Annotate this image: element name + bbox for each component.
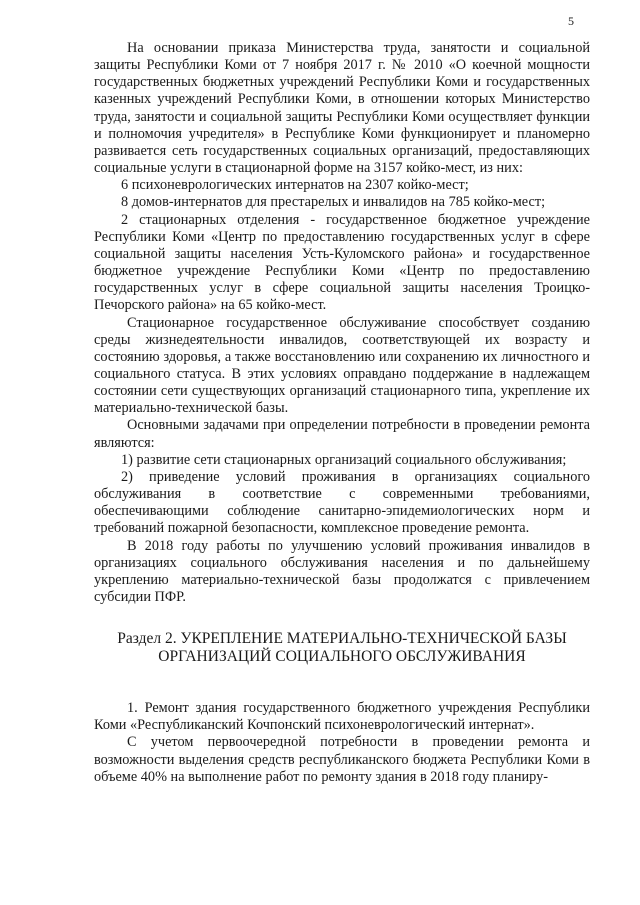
paragraph-main-tasks: Основными задачами при определении потребности в проведении ремонта являются: — [94, 417, 590, 451]
list-item-psycho-internats: 6 психоневрологических интернатов на 2307 койко-мест; — [121, 177, 469, 194]
task-item-1: 1) развитие сети стационарных организаций социального обслуживания; — [121, 451, 567, 468]
list-item-homes-elderly: 8 домов-интернатов для престарелых и инвалидов на 785 койко-мест; — [121, 194, 546, 211]
section-heading-line-1: Раздел 2. УКРЕПЛЕНИЕ МАТЕРИАЛЬНО-ТЕХНИЧЕСКОЙ БАЗЫ — [117, 630, 567, 648]
paragraph-repair-item-1: 1. Ремонт здания государственного бюджетного учреждения Республики Коми «Республиканский Кочпонский психоневрологический интернат». — [94, 700, 590, 734]
paragraph-repair-funding: С учетом первоочередной потребности в проведении ремонта и возможности выделения средств республиканского бюджета Республики Коми в объеме 40% на выполнение работ по ремонту здания в 2018 году планиру- — [94, 734, 590, 785]
list-item-stationary-departments: 2 стационарных отделения - государственное бюджетное учреждение Республики Коми «Центр по предоставлению государственных услуг в сфере социальной защиты населения Усть-Куломского района» и государственное бюджетное учреждение Республики Коми «Центр по предоставлению государственных услуг в сфере социальной защиты населения Троицко-Печорского района» на 65 койко-мест. — [94, 211, 590, 314]
section-heading — [94, 630, 590, 666]
document-body — [94, 40, 590, 786]
page-number: 5 — [568, 14, 574, 28]
paragraph-2018-works: В 2018 году работы по улучшению условий проживания инвалидов в организациях социального обслуживания населения и по дальнейшему укреплению материально-технической базы продолжатся с привлечением субсидии ПФР. — [94, 537, 590, 605]
paragraph-stationary-service: Стационарное государственное обслуживание способствует созданию среды жизнедеятельности инвалидов, соответствующей их возрасту и состоянию здоровья, а также восстановлению или сохранению их личностного и социального статуса. В этих условиях оправдано поддержание в надлежащем состоянии сети существующих организаций стационарного типа, укрепление их материально-технической базы. — [94, 314, 590, 417]
section-heading-line-2: ОРГАНИЗАЦИЙ СОЦИАЛЬНОГО ОБСЛУЖИВАНИЯ — [158, 648, 526, 666]
paragraph-legal-basis: На основании приказа Министерства труда, занятости и социальной защиты Республики Коми от 7 ноября 2017 г. № 2010 «О коечной мощности государственных бюджетных учреждений Республики Коми и государственных казенных учреждений Республики Коми, в отношении которых Министерство труда, занятости и социальной защиты Республики Коми осуществляет функции и полномочия учредителя» в Республике Коми функционирует и планомерно развивается сеть государственных социальных организаций, предоставляющих социальные услуги в стационарной форме на 3157 койко-мест, из них: — [94, 40, 590, 177]
task-item-2: 2) приведение условий проживания в организациях социального обслуживания в соответствие с современными требованиями, обеспечивающими соблюдение санитарно-эпидемиологических норм и требований пожарной безопасности, комплексное проведение ремонта. — [94, 468, 590, 537]
